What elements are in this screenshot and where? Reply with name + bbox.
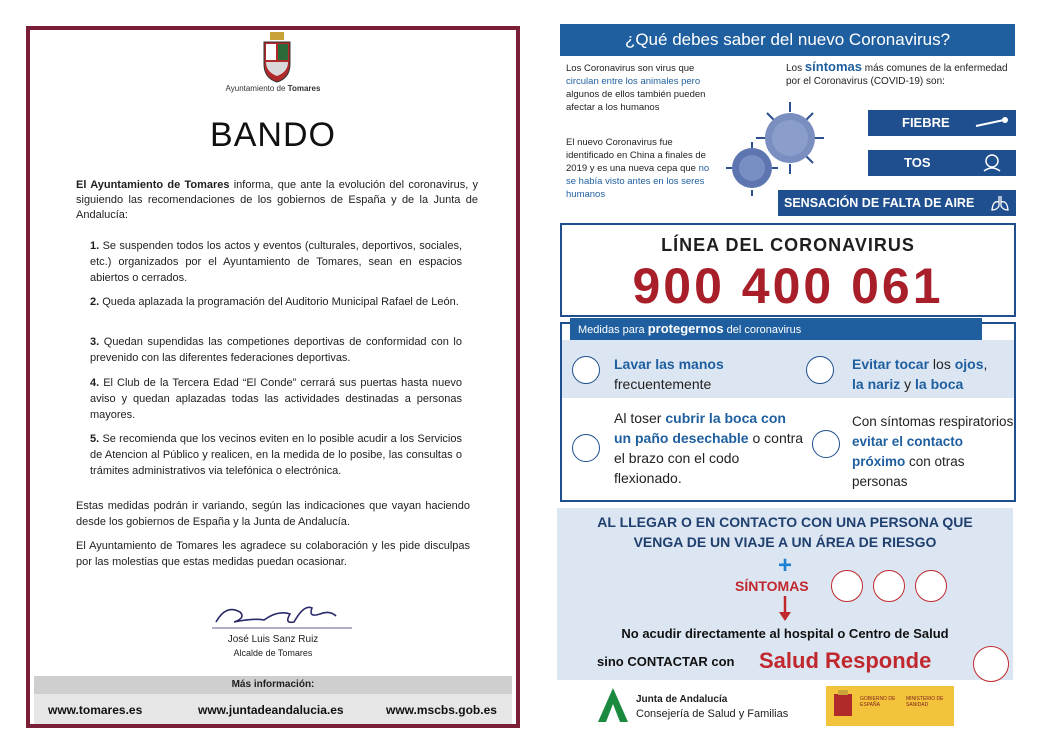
alert-line-2: VENGA DE UN VIAJE A UN ÁREA DE RIESGO	[633, 534, 937, 550]
measure-distance: Con síntomas respiratorios evitar el contacto próximo con otras personas	[852, 414, 1014, 489]
junta-andalucia-logo-icon	[596, 686, 630, 724]
plus-sign: +	[777, 552, 792, 579]
hotline-box	[560, 223, 1016, 317]
page-title: BANDO	[210, 116, 336, 154]
signature-image	[208, 588, 358, 634]
cough-icon	[980, 153, 1002, 173]
link-junta[interactable]: www.juntadeandalucia.es	[198, 703, 344, 717]
symptoms-label: SÍNTOMAS	[735, 578, 809, 594]
hotline-number[interactable]: 900 400 061	[632, 258, 944, 314]
salud-responde-label[interactable]: Salud Responde	[759, 648, 932, 673]
measures-box	[560, 322, 1016, 502]
thermometer-icon	[974, 116, 1010, 130]
more-info-bar: Más información:	[34, 676, 512, 694]
info-header: ¿Qué debes saber del nuevo Coronavirus?	[560, 24, 1015, 56]
cough-cover-icon	[572, 434, 600, 462]
distance-icon	[812, 430, 840, 458]
links-bar	[34, 694, 512, 724]
phone-icon	[973, 646, 1009, 682]
lungs-icon	[990, 194, 1010, 212]
measure-handwash: Lavar las manos frecuentemente	[614, 356, 724, 392]
ministerio-text: MINISTERIO DE SANIDAD	[906, 696, 944, 708]
intro-paragraph: El Ayuntamiento de Tomares informa, que ante la evolución del coronavirus, y siguiendo las recomendaciones de los gobiernos de España y de la Junta de Andalucía:	[76, 179, 478, 221]
hotline-title: LÍNEA DEL CORONAVIRUS	[661, 235, 915, 255]
cough-symptom-icon	[873, 570, 905, 602]
alert-line-1: AL LLEGAR O EN CONTACTO CON UNA PERSONA QUE	[597, 514, 973, 530]
closing-paragraph-1: Estas medidas podrán ir variando, según las indicaciones que vayan haciendo desde los gobiernos de España y la Junta de Andalucía.	[76, 500, 470, 528]
symptom-fever: FIEBRE	[868, 110, 1016, 136]
arrow-down-icon	[777, 596, 793, 622]
consejeria-name: Consejería de Salud y Familias	[636, 708, 789, 720]
lungs-symptom-icon	[915, 570, 947, 602]
coat-of-arms-icon	[252, 32, 302, 84]
link-tomares[interactable]: www.tomares.es	[48, 703, 143, 717]
symptom-breathing: SENSACIÓN DE FALTA DE AIRE	[778, 190, 1016, 216]
bando-panel	[26, 26, 520, 728]
spain-coat-of-arms-icon	[830, 690, 856, 722]
travel-alert-box	[557, 508, 1013, 680]
measure-item-3: 3. Quedan supendidas las competiones deportivas de conformidad con lo prevenido con las diferentes federaciones deportivas.	[90, 336, 462, 364]
face-touch-icon	[806, 356, 834, 384]
contact-text: sino CONTACTAR con	[597, 654, 735, 669]
government-logo	[826, 686, 954, 726]
link-mscbs[interactable]: www.mscbs.gob.es	[386, 703, 497, 717]
municipality-label: Ayuntamiento de Tomares	[225, 84, 321, 93]
measure-cover-cough: Al toser cubrir la boca con un paño desechable o contra el brazo con el codo flexionado.	[614, 410, 804, 486]
measure-item-4: 4. El Club de la Tercera Edad “El Conde” cerrará sus puertas hasta nuevo aviso y quedan aplazadas todas las actividades destinadas a personas mayores.	[90, 377, 462, 421]
measure-item-5: 5. Se recomienda que los vecinos eviten en lo posible acudir a los Servicios de Atencion al Público y realicen, en la medida de lo posibe, las consultas o trámites administrativos via telefónica o electrónica.	[90, 433, 462, 477]
handwash-icon	[572, 356, 600, 384]
measure-face: Evitar tocar los ojos, la nariz y la boca	[852, 356, 988, 392]
closing-paragraph-2: El Ayuntamiento de Tomares les agradece su colaboración y les pide disculpas por las molestias que estas medidas puedan ocasionar.	[76, 540, 470, 568]
junta-name: Junta de Andalucía	[636, 694, 728, 705]
symptoms-intro: Los síntomas más comunes de la enfermedad por el Coronavirus (COVID-19) son:	[786, 59, 1008, 87]
virus-info-1: Los Coronavirus son virus que circulan entre los animales pero algunos de ellos también pueden afectar a los humanos	[566, 63, 706, 113]
no-hospital-text: No acudir directamente al hospital o Centro de Salud	[621, 626, 949, 641]
measures-header: Medidas para protegernos del coronavirus	[570, 318, 982, 340]
signer-role: Alcalde de Tomares	[233, 648, 313, 658]
signer-name: José Luis Sanz Ruiz	[227, 634, 319, 645]
measure-item-1: 1. Se suspenden todos los actos y eventos (culturales, deportivos, sociales, etc.) organizados por el Ayuntamiento de Tomares, sean en espacios abiertos o cerrados.	[90, 240, 462, 284]
virus-illustration-icon	[724, 98, 826, 198]
gobierno-text: GOBIERNO DE ESPAÑA	[860, 696, 896, 708]
measure-item-2: 2. Queda aplazada la programación del Auditorio Municipal Rafael de León.	[90, 296, 459, 308]
fever-symptom-icon	[831, 570, 863, 602]
symptom-cough: TOS	[868, 150, 1016, 176]
virus-info-2: El nuevo Coronavirus fue identificado en China a finales de 2019 y es una nueva cepa que no se había visto antes en los seres humanos	[566, 137, 710, 200]
logos-footer	[560, 684, 1016, 730]
